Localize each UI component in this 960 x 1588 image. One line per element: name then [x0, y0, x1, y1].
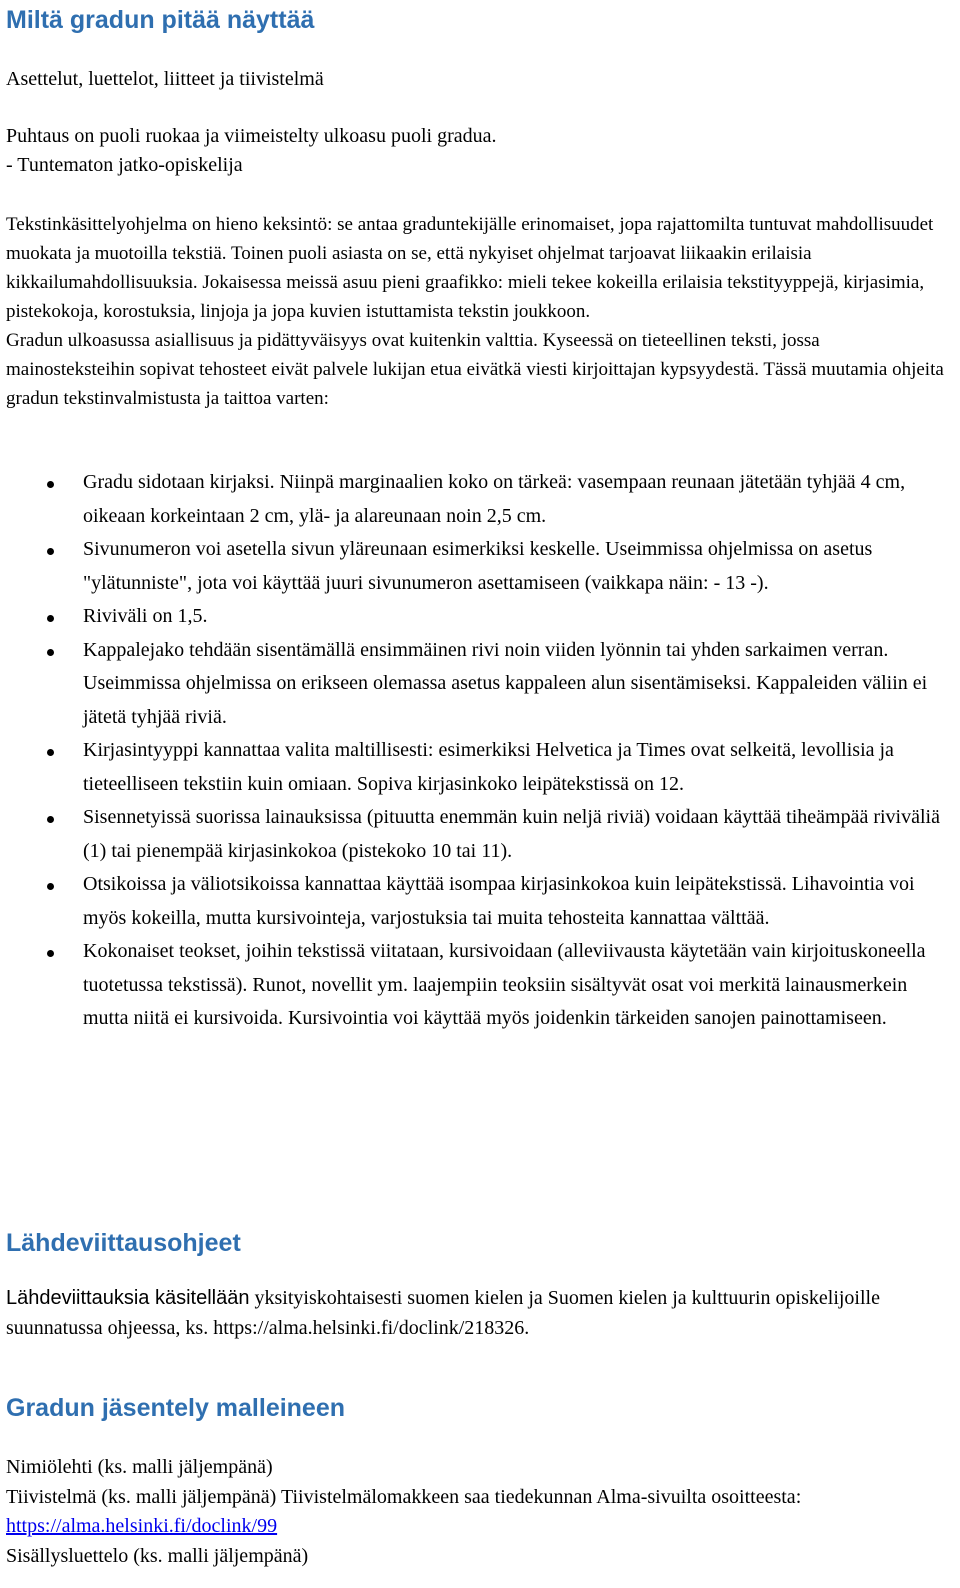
list-item	[6, 600, 952, 634]
quote-text: Puhtaus on puoli ruokaa ja viimeistelty ulkoasu puoli gradua.	[6, 125, 497, 147]
structure-line-title-page: Nimiölehti (ks. malli jäljempänä)	[6, 1456, 273, 1478]
quote	[6, 122, 496, 180]
bullet-icon	[47, 649, 54, 656]
structure-heading: Gradun jäsentely malleineen	[6, 1394, 346, 1422]
sources-paragraph	[6, 1283, 952, 1343]
list-item	[6, 466, 952, 533]
intro-paragraphs	[6, 210, 946, 413]
structure-line-toc: Sisällysluettelo (ks. malli jäljempänä)	[6, 1544, 309, 1567]
bullet-icon	[47, 749, 54, 756]
structure-list	[6, 1453, 952, 1571]
list-item	[6, 734, 952, 801]
intro-paragraph: Tekstinkäsittelyohjelma on hieno keksintö: se antaa graduntekijälle erinomaiset, jopa rajattomilta tuntuvat mahdollisuudet muokata ja muotoilla tekstiä. Toinen puoli asiasta on se, että nykyiset ohjelmat tarjoavat liikaakin erilaisia kikkailumahdollisuuksia. Jokaisessa meissä asuu pieni graafikko: mieli tekee kokeilla erilaisia tekstityyppejä, kirjasimia, pistekokoja, korostuksia, linjoja ja jopa kuvien istuttamista tekstin joukkoon.	[6, 214, 934, 322]
guideline-list	[6, 466, 952, 1036]
sources-text-start: Lähdeviittauksia	[6, 1287, 155, 1309]
list-item	[6, 868, 952, 935]
bullet-icon	[47, 481, 54, 488]
list-item	[6, 935, 952, 1036]
subtitle: Asettelut, luettelot, liitteet ja tiivistelmä	[6, 68, 324, 90]
list-item-text: Kirjasintyyppi kannattaa valita maltillisesti: esimerkiksi Helvetica ja Times ovat selkeitä, levollisia ja tieteelliseen tekstiin kuin omiaan. Sopiva kirjasinkoko leipätekstissä on 12.	[83, 739, 894, 795]
list-item-text: Gradu sidotaan kirjaksi. Niinpä marginaalien koko on tärkeä: vasempaan reunaan jätetään tyhjää 4 cm, oikeaan korkeintaan 2 cm, ylä- ja alareunaan noin 2,5 cm.	[83, 471, 906, 527]
sources-text-rest: yksityiskohtaisesti suomen kielen ja Suomen kielen ja kulttuurin opiskelijoille suunnatussa ohjeessa, ks. https://alma.helsinki.fi/doclink/218326.	[6, 1287, 880, 1339]
abstract-form-link[interactable]: https://alma.helsinki.fi/doclink/99	[6, 1515, 278, 1537]
bullet-icon	[47, 816, 54, 823]
abstract-text: Tiivistelmä (ks. malli jäljempänä) Tiivistelmälomakkeen saa tiedekunnan Alma-sivuilta osoitteesta:	[6, 1485, 802, 1508]
structure-line-abstract	[6, 1483, 952, 1542]
list-item-text: Sivunumeron voi asetella sivun yläreunaan esimerkiksi keskelle. Useimmissa ohjelmissa on asetus "ylätunniste", jota voi käyttää juuri sivunumeron asettamiseen (vaikkapa näin: - 13 -).	[83, 538, 873, 594]
main-heading: Miltä gradun pitää näyttää	[6, 6, 315, 34]
list-item	[6, 801, 952, 868]
list-item-text: Kokonaiset teokset, joihin tekstissä viitataan, kursivoidaan (alleviivausta käytetään vain kirjoituskoneella tuotetussa tekstissä). Runot, novellit ym. laajempiin teoksiin sisältyvät osat voi merkitä lainausmerkein mutta niitä ei kursivoida. Kursivointia voi käyttää myös joidenkin tärkeiden sanojen painottamiseen.	[83, 940, 926, 1029]
list-item-text: Sisennetyissä suorissa lainauksissa (pituutta enemmän kuin neljä riviä) voidaan käyttää tiheämpää riviväliä (1) tai pienempää kirjasinkokoa (pistekoko 10 tai 11).	[83, 806, 940, 862]
list-item-text: Kappalejako tehdään sisentämällä ensimmäinen rivi noin viiden lyönnin tai yhden sarkaimen verran. Useimmissa ohjelmissa on erikseen olemassa asetus kappaleen alun sisentämiseksi. Kappaleiden väliin ei jätetä tyhjää riviä.	[83, 638, 928, 728]
list-item	[6, 533, 952, 600]
sources-heading: Lähdeviittausohjeet	[6, 1229, 241, 1257]
bullet-icon	[47, 883, 54, 890]
bullet-icon	[47, 950, 54, 957]
list-item-text: Riviväli on 1,5.	[83, 605, 208, 627]
list-item	[6, 634, 952, 735]
quote-author: - Tuntematon jatko-opiskelija	[6, 154, 243, 176]
bullet-icon	[47, 548, 54, 555]
list-item-text: Otsikoissa ja väliotsikoissa kannattaa käyttää isompaa kirjasinkokoa kuin leipätekstissä. Lihavointia voi myös kokeilla, mutta kursivointeja, varjostuksia tai muita tehosteita kannattaa välttää.	[83, 873, 915, 929]
bullet-icon	[47, 615, 54, 622]
intro-paragraph-2: Gradun ulkoasussa asiallisuus ja pidättyväisyys ovat kuitenkin valttia. Kyseessä on tieteellinen teksti, jossa mainosteksteihin sopivat tehosteet eivät palvele lukijan etua eivätkä viesti kirjoittajan kypsyydestä. Tässä muutamia ohjeita gradun tekstinvalmistusta ja taittoa varten:	[6, 330, 944, 409]
sources-text-emph: käsitellään	[154, 1287, 250, 1309]
